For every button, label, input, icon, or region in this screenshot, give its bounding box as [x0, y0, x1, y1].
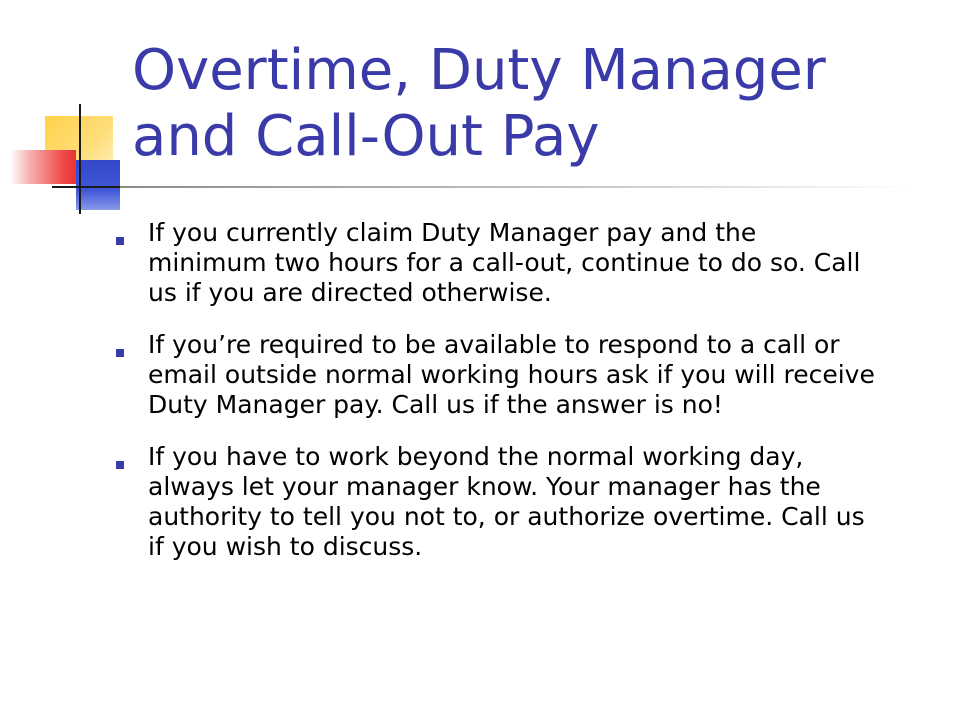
decorative-blue-square — [76, 160, 120, 210]
slide-title: Overtime, Duty Manager and Call-Out Pay — [132, 38, 826, 169]
bullet-item — [116, 442, 876, 562]
bullet-item — [116, 218, 876, 308]
bullet-item — [116, 330, 876, 420]
bullet-text: If you’re required to be available to respond to a call or email outside normal working hours ask if you will receive Duty Manager pay. Call us if the answer is no! — [148, 330, 875, 419]
square-bullet-icon — [116, 461, 124, 469]
decorative-red-bar — [10, 150, 76, 184]
bullet-text: If you currently claim Duty Manager pay and the minimum two hours for a call-out, continue to do so. Call us if you are directed otherwise. — [148, 218, 861, 307]
bullet-list — [116, 218, 876, 584]
bullet-text: If you have to work beyond the normal working day, always let your manager know. Your manager has the authority to tell you not to, or authorize overtime. Call us if you wish to discuss. — [148, 442, 865, 561]
decorative-horizontal-line — [52, 186, 120, 188]
square-bullet-icon — [116, 349, 124, 357]
decorative-vertical-line — [79, 104, 81, 214]
square-bullet-icon — [116, 237, 124, 245]
title-underline-rule — [120, 186, 910, 188]
